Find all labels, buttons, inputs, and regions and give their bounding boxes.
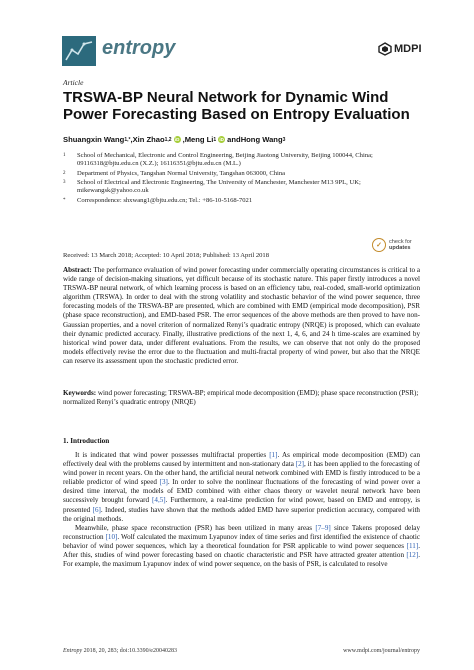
citation-link[interactable]: [10] [105, 532, 118, 541]
affiliation-number: 2 [63, 171, 66, 176]
author-list [63, 135, 285, 144]
journal-logo-icon[interactable] [62, 36, 96, 66]
author-name[interactable]: Hong Wang [240, 135, 283, 144]
author-affiliation-sup: 1 [213, 136, 217, 143]
keywords-text: wind power forecasting; TRSWA-BP; empirical mode decomposition (EMD); phase space reconstruction (PSR); normalized Renyi’s quadratic entropy (NRQE) [63, 389, 419, 407]
paragraph-text: . After this, studies of wind power forecasting based on chaotic characteristic and PSR have attracted greater attention [63, 541, 420, 560]
paragraph-text: since Takens proposed delay reconstruction [63, 523, 420, 541]
section-heading: 1. Introduction [63, 437, 110, 445]
orcid-icon[interactable]: iD [174, 137, 180, 142]
journal-name[interactable]: entropy [102, 37, 176, 59]
publication-dates: Received: 13 March 2018; Accepted: 10 April 2018; Published: 13 April 2018 [63, 252, 270, 259]
publisher-name: MDPI [394, 43, 422, 55]
citation-link[interactable]: [4,5] [152, 496, 166, 505]
updates-line2: updates [389, 245, 411, 251]
keywords-label: Keywords: [63, 389, 97, 397]
keywords [63, 389, 420, 407]
paragraph-text: . Furthermore, a real-time prediction for wind power, based on EMD and entropy, is presented [63, 496, 420, 514]
updates-label [389, 239, 412, 251]
paragraph-text: Meanwhile, phase space reconstruction (PSR) has been utilized in many areas [75, 523, 316, 532]
citation-link[interactable]: [6] [92, 505, 101, 514]
author-affiliation-sup: 1,2 [164, 136, 172, 143]
mdpi-logo-icon [378, 42, 392, 56]
affiliation-text: Department of Physics, Tangshan Normal University, Tangshan 063000, China [77, 170, 286, 177]
author-name[interactable]: Meng Li [184, 135, 214, 144]
author-separator: , [130, 135, 133, 144]
affiliation-number: 1 [63, 153, 66, 158]
affiliation-text: School of Electrical and Electronic Engineering, The University of Manchester, Manchester M13 9PL, UK; mikewangsk@yahoo.co.uk [77, 179, 361, 195]
citation-link[interactable]: [11] [406, 541, 419, 550]
correspondence [63, 197, 433, 205]
affiliation-text: School of Mechanical, Electronic and Control Engineering, Beijing Jiaotong University, Beijing 100044, China; 09116318@bjtu.edu.cn (X.Z.); 16116351@bjtu.edu.cn (M.L.) [77, 152, 373, 168]
paragraph-text: . Wolf calculated the maximum Lyapunov index of time series and first identified the existence of chaotic behavior of wind power sequences, which lay a theoretical foundation for PSR applicable to wind power sequences [63, 532, 420, 550]
citation-link[interactable]: [2] [295, 460, 305, 469]
author-separator: and [227, 135, 241, 144]
affiliation-number: 3 [63, 180, 66, 185]
author-affiliation-sup: 3 [282, 136, 286, 143]
paragraph-text: . For example, the maximum Lyapunov index of wind power sequence, on the basis of PSR, is calculated to resolve [63, 551, 420, 569]
citation-link[interactable]: [7–9] [315, 523, 331, 532]
affiliation [63, 170, 433, 178]
abstract [63, 266, 420, 366]
author-name[interactable]: Xin Zhao [132, 135, 165, 144]
article-title: TRSWA-BP Neural Network for Dynamic Wind Power Forecasting Based on Entropy Evaluation [63, 89, 410, 123]
footer-citation-details[interactable]: 2018, 20, 283; doi:10.3390/e20040283 [83, 648, 177, 654]
check-updates-icon: ✓ [372, 238, 386, 252]
paragraph-text: , it has been applied to the forecasting of wind power in recent years. On the other hand, the artificial neural network combined with EMD is firstly introduced to be a reliable predictor of wind speed [63, 460, 420, 487]
footer-url[interactable]: www.mdpi.com/journal/entropy [343, 648, 420, 654]
citation-link[interactable]: [12] [406, 551, 419, 560]
publisher-logo[interactable] [378, 42, 422, 56]
affiliation-number: * [63, 198, 66, 203]
introduction-body [63, 451, 420, 569]
footer-journal: Entropy [63, 648, 83, 654]
paragraph-text: It is indicated that wind power possesses multifractal properties [75, 451, 270, 459]
author-name[interactable]: Shuangxin Wang [63, 135, 125, 144]
citation-link[interactable]: [1] [269, 451, 278, 459]
affiliation [63, 179, 433, 195]
paragraph [63, 451, 420, 524]
orcid-icon[interactable]: iD [219, 137, 224, 142]
abstract-label: Abstract: [63, 266, 92, 274]
check-for-updates-badge[interactable] [372, 238, 412, 252]
updates-line1: check for [389, 239, 412, 245]
abstract-text: The performance evaluation of wind power forecasting under commercially operating circumstances is critical to a wide range of decision-making situations, yet difficult because of its stochastic nature. This paper firstly introduces a novel TRSWA-BP neural network, of which learning process is based on an efficiency tabu, real-coded, small-world optimization algorithm (TRSWA). In order to deal with the strong volatility and stochastic behavior of the wind power sequence, three forecasting models of the TRSWA-BP are presented, which are combined with EMD (empirical mode decomposition), PSR (phase space reconstruction), and EMD-based PSR. The error sequences of the above methods are then proved to have non-Gaussian properties, and a novel criterion of normalized Renyi’s quadratic entropy (NRQE) is proposed, which can evaluate their dynamic predicted accuracy. Finally, illustrative predictions of the next 1, 4, 6, and 24 h time-scales are examined by historical wind power data, under different evaluations. From the results, we can observe that not only do the proposed models effectively revise the error due to the fluctuation and multi-fractal property of wind power, but also that the NRQE can reserve its assessment upon the stochastic predicted error. [63, 266, 420, 365]
affiliation [63, 152, 433, 168]
paragraph [63, 524, 420, 569]
author-affiliation-sup: 1,* [124, 136, 131, 143]
author-separator: , [182, 135, 185, 144]
paragraph-text: . As empirical mode decomposition (EMD) can effectively deal with the problems caused by intermittent and non-stationary data [63, 451, 420, 469]
paragraph-text: . In order to solve the nonlinear fluctuations of the forecasting of wind power over a desired time interval, the models of EMD combined with either chaos theory or wavelet neural network have been successively brought forward [63, 478, 420, 505]
correspondence-text[interactable]: Correspondence: shxwang1@bjtu.edu.cn; Tel.: +86-10-5168-7021 [77, 197, 253, 204]
footer-citation [63, 648, 177, 654]
paragraph-text: . Indeed, studies have shown that the methods added EMD have superior prediction accuracy, compared with the original methods. [63, 505, 420, 523]
article-type: Article [63, 78, 84, 87]
citation-link[interactable]: [3] [159, 478, 168, 487]
